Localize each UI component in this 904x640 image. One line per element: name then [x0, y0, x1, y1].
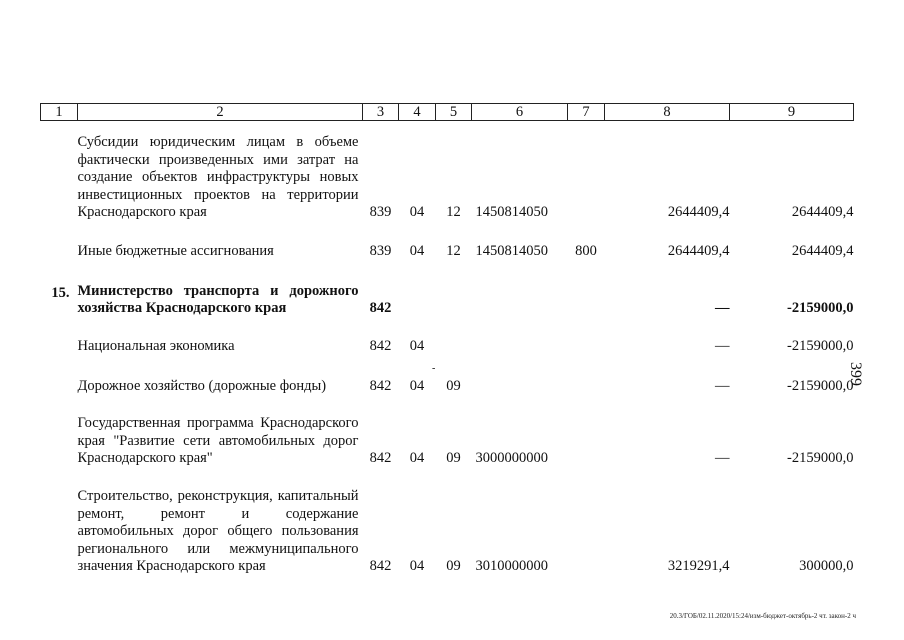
row-number [41, 358, 78, 398]
row-number: 15. [51, 284, 70, 301]
table-row [41, 121, 854, 224]
cell-c4: 04 [409, 338, 425, 354]
cell-c5: 09 [446, 450, 461, 466]
cell-c9: -2159000,0 [787, 338, 854, 354]
row-number [41, 320, 78, 358]
cell-c7 [568, 121, 605, 224]
cell-c4 [399, 263, 436, 320]
budget-table [40, 103, 854, 578]
row-name: Министерство транспорта и дорожного хозяйства Краснодарского края [77, 282, 359, 316]
cell-c7 [568, 358, 605, 398]
cell-c9: 2644409,4 [791, 243, 854, 259]
row-number [41, 470, 78, 578]
cell-c6: 1450814050 [475, 204, 548, 220]
cell-c3: 842 [369, 378, 392, 394]
cell-c6: 3000000000 [475, 450, 548, 466]
cell-c8: — [715, 300, 730, 316]
table-row [41, 320, 854, 358]
cell-c9: 300000,0 [799, 558, 854, 574]
header-row [41, 104, 854, 121]
row-name: Дорожное хозяйство (дорожные фонды) [77, 378, 327, 394]
cell-c8: 3219291,4 [667, 558, 730, 574]
cell-c4: 04 [409, 204, 425, 220]
cell-c6: 1450814050 [475, 243, 548, 259]
cell-c6: 3010000000 [475, 558, 548, 574]
row-name: Строительство, реконструкция, капитальный ремонт, ремонт и содержание автомобильных дорог общего пользования регионального или межмуниципального значения Краснодарского края [77, 488, 359, 574]
header-cell: 1 [41, 104, 78, 121]
cell-c3: 842 [369, 300, 392, 316]
cell-c4: 04 [409, 450, 425, 466]
table-row [41, 398, 854, 470]
cell-c5: 12 [446, 243, 461, 259]
cell-c8: — [715, 450, 730, 466]
cell-c3: 842 [369, 450, 392, 466]
table-row [41, 358, 854, 398]
cell-c7 [568, 320, 605, 358]
cell-c9: 2644409,4 [791, 204, 854, 220]
cell-c4: 04 [409, 558, 425, 574]
header-cell: 2 [78, 104, 363, 121]
stray-tick-mark: - [432, 363, 436, 374]
cell-c9: -2159000,0 [787, 450, 854, 466]
cell-c3: 842 [369, 558, 392, 574]
row-number [41, 224, 78, 263]
cell-c7 [568, 398, 605, 470]
cell-c6 [472, 320, 568, 358]
cell-c9: -2159000,0 [787, 378, 854, 394]
header-cell: 6 [472, 104, 568, 121]
row-name: Иные бюджетные ассигнования [77, 243, 274, 259]
cell-c5 [436, 263, 472, 320]
cell-c4: 04 [409, 378, 425, 394]
cell-c9: -2159000,0 [787, 300, 854, 316]
table-row [41, 263, 854, 320]
cell-c8: 2644409,4 [667, 243, 730, 259]
cell-c3: 842 [369, 338, 392, 354]
cell-c5: 12 [446, 204, 461, 220]
header-cell: 9 [730, 104, 854, 121]
cell-c8: 2644409,4 [667, 204, 730, 220]
row-name: Государственная программа Краснодарского края "Развитие сети автомобильных дорог Краснодарского края" [77, 415, 359, 466]
row-number [41, 398, 78, 470]
row-name: Субсидии юридическим лицам в объеме фактически произведенных ими затрат на создание объектов инфраструктуры новых инвестиционных проектов на территории Краснодарского края [77, 134, 359, 220]
cell-c3: 839 [369, 204, 392, 220]
cell-c5: 09 [446, 378, 461, 394]
cell-c8: — [715, 338, 730, 354]
footer-filename: 20.3/ГОБ/02.11.2020/15:24/изм-бюджет-октябрь-2 чт. закон-2 ч [669, 612, 856, 620]
cell-c8: — [715, 378, 730, 394]
page-number: 399 [847, 362, 864, 386]
cell-c5: 09 [446, 558, 461, 574]
header-cell: 3 [363, 104, 399, 121]
header-cell: 5 [436, 104, 472, 121]
header-cell: 7 [568, 104, 605, 121]
table-row [41, 470, 854, 578]
table-row [41, 224, 854, 263]
cell-c7 [568, 263, 605, 320]
cell-c4: 04 [409, 243, 425, 259]
row-number [41, 121, 78, 224]
cell-c7: 800 [575, 243, 597, 259]
cell-c3: 839 [369, 243, 392, 259]
cell-c6 [472, 358, 568, 398]
cell-c5 [436, 320, 472, 358]
header-cell: 8 [605, 104, 730, 121]
cell-c7 [568, 470, 605, 578]
cell-c6 [472, 263, 568, 320]
header-cell: 4 [399, 104, 436, 121]
row-name: Национальная экономика [77, 338, 235, 354]
